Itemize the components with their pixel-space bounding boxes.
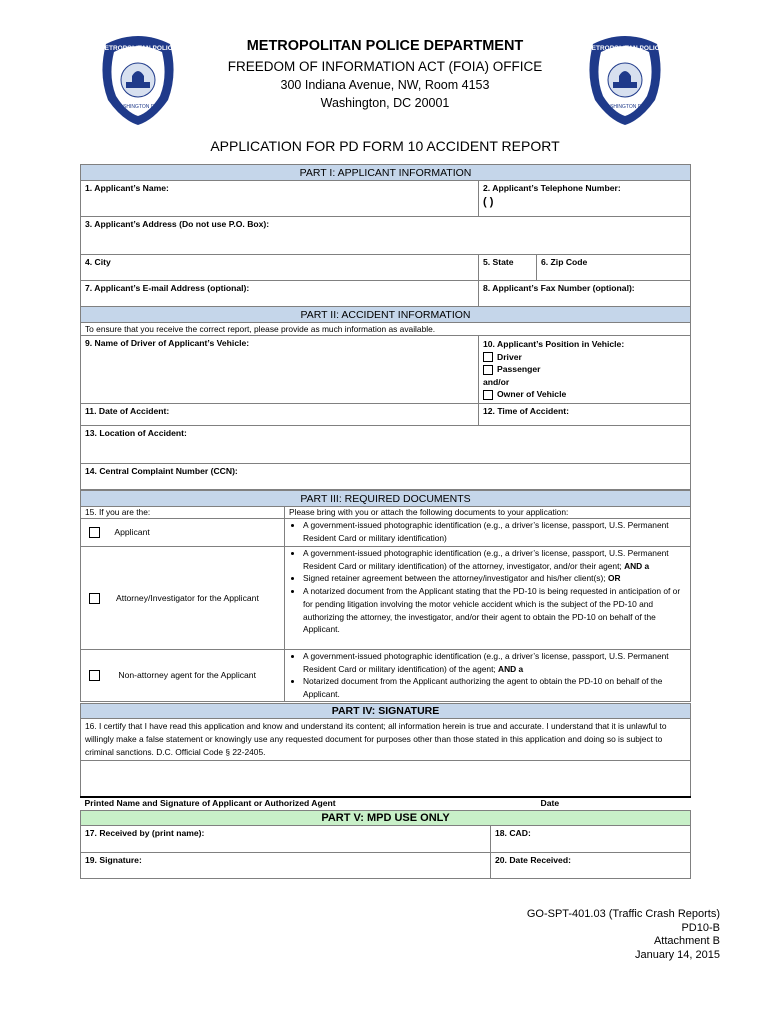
form-part-4 xyxy=(80,703,691,809)
required-doc-item: • A notarized document from the Applicant stating that the PD-10 is being requested in anticipation of or for pending litigation involving the motor vehicle accident which is the subject of the PD-10 and authorizing the attorney, the investigator, and/or their agent to obtain the PD-10 on behalf of the Applicant. xyxy=(303,585,686,636)
certification-text: 16. I certify that I have read this application and know and understand its content; all information herein is true and accurate. I understand that it is unlawful to willingly make a false statement or knowingly use any requested document for purposes other than those stated in this application and doing so is subject to criminal sanctions. D.C. Official Code § 22-2405. xyxy=(81,719,691,761)
location-label: 13. Location of Accident: xyxy=(85,427,187,438)
badge-top-text: METROPOLITAN POLICE xyxy=(586,45,664,52)
form-part-5 xyxy=(80,810,691,879)
part1-heading: PART I: APPLICANT INFORMATION xyxy=(81,165,691,181)
received-by-field[interactable] xyxy=(81,826,491,853)
agent-docs-cell xyxy=(285,650,691,702)
signature-area[interactable] xyxy=(81,761,691,797)
fax-field[interactable] xyxy=(479,281,691,307)
footer-line-1: GO-SPT-401.03 (Traffic Crash Reports) xyxy=(526,908,720,920)
part2-instruction: To ensure that you receive the correct report, please provide as much information as available. xyxy=(81,323,691,336)
accident-time-label: 12. Time of Accident: xyxy=(483,405,569,416)
owner-option: Owner of Vehicle xyxy=(497,389,567,399)
applicant-checkbox[interactable] xyxy=(89,527,100,538)
footer-reference xyxy=(505,908,720,962)
cad-label: 18. CAD: xyxy=(495,828,531,838)
badge-top-text: METROPOLITAN POLICE xyxy=(99,45,177,52)
applicant-name-label: 1. Applicant’s Name: xyxy=(85,183,169,193)
attorney-row xyxy=(81,547,285,650)
part5-heading: PART V: MPD USE ONLY xyxy=(81,811,691,826)
email-label: 7. Applicant’s E-mail Address (optional): xyxy=(85,283,250,293)
accident-date-field[interactable] xyxy=(81,403,479,425)
location-field[interactable] xyxy=(81,425,691,463)
required-doc-item: • A government-issued photographic identification (e.g., a driver’s license, passport, U.S. Permanent Resident Card or military identification) of the agent; AND a xyxy=(303,650,686,675)
office-name: FREEDOM OF INFORMATION ACT (FOIA) OFFICE xyxy=(227,59,543,74)
signature-date-label: Date xyxy=(491,797,691,809)
agent-checkbox[interactable] xyxy=(89,670,100,681)
applicant-row xyxy=(81,519,285,547)
required-doc-item: • A government-issued photographic identification (e.g., a driver’s license, passport, U.S. Permanent Resident Card or military identification) of the attorney, investigator, and/or their agent; AND a xyxy=(303,547,686,572)
passenger-option: Passenger xyxy=(497,364,541,374)
mpd-badge-right xyxy=(583,30,667,126)
accident-time-field[interactable] xyxy=(479,403,691,425)
phone-field[interactable] xyxy=(479,181,691,217)
accident-date-label: 11. Date of Accident: xyxy=(85,405,170,416)
ccn-field[interactable] xyxy=(81,463,691,489)
driver-name-label: 9. Name of Driver of Applicant’s Vehicle: xyxy=(85,338,250,348)
ccn-label: 14. Central Complaint Number (CCN): xyxy=(85,465,238,476)
address-field[interactable] xyxy=(81,217,691,255)
applicant-docs-cell xyxy=(285,519,691,547)
agent-row xyxy=(81,650,285,702)
footer-line-4: January 14, 2015 xyxy=(634,948,720,961)
received-by-label: 17. Received by (print name): xyxy=(85,828,205,838)
attorney-option-label: Attorney/Investigator for the Applicant xyxy=(116,593,259,603)
footer-line-3: Attachment B xyxy=(653,935,720,947)
part3-col1-header: 15. If you are the: xyxy=(81,507,285,519)
and-or-label: and/or xyxy=(483,376,510,387)
email-field[interactable] xyxy=(81,281,479,307)
department-name: METROPOLITAN POLICE DEPARTMENT xyxy=(246,38,524,54)
part2-heading: PART II: ACCIDENT INFORMATION xyxy=(81,307,691,323)
form-parts-1-2 xyxy=(80,164,691,490)
position-field xyxy=(479,336,691,404)
mpd-badge-left xyxy=(96,30,180,126)
address-label: 3. Applicant’s Address (Do not use P.O. Box): xyxy=(85,219,270,229)
agent-option-label: Non-attorney agent for the Applicant xyxy=(118,669,256,680)
part3-col2-header: Please bring with you or attach the following documents to your application: xyxy=(285,507,691,519)
phone-label: 2. Applicant’s Telephone Number: xyxy=(483,183,621,193)
owner-checkbox[interactable] xyxy=(483,390,493,400)
attorney-docs-cell xyxy=(285,547,691,650)
driver-checkbox[interactable] xyxy=(483,352,493,362)
state-field[interactable] xyxy=(479,255,537,281)
required-doc-item: • Signed retainer agreement between the attorney/investigator and his/her client(s); OR xyxy=(303,572,686,585)
badge-bottom-text: WASHINGTON D.C. xyxy=(115,104,161,110)
city-label: 4. City xyxy=(85,257,111,267)
form-part-3 xyxy=(80,490,691,702)
state-label: 5. State xyxy=(483,257,514,267)
address-line-2: Washington, DC 20001 xyxy=(320,96,450,110)
mpd-signature-field[interactable] xyxy=(81,853,491,879)
date-received-label: 20. Date Received: xyxy=(495,855,571,865)
cad-field[interactable] xyxy=(491,826,691,853)
address-line-1: 300 Indiana Avenue, NW, Room 4153 xyxy=(280,78,490,92)
zip-field[interactable] xyxy=(537,255,691,281)
required-doc-item: • A government-issued photographic identification (e.g., a driver’s license, passport, U.S. Permanent Resident Card or military identification) xyxy=(303,519,686,544)
applicant-docs-list xyxy=(291,519,686,544)
driver-option: Driver xyxy=(497,351,522,362)
driver-name-field[interactable] xyxy=(81,336,479,404)
phone-area-code: ( ) xyxy=(483,196,494,208)
passenger-checkbox[interactable] xyxy=(483,365,493,375)
applicant-option-label: Applicant xyxy=(114,526,150,537)
badge-bottom-text: WASHINGTON D.C. xyxy=(602,104,648,110)
attorney-docs-list xyxy=(291,547,686,636)
applicant-name-field[interactable] xyxy=(81,181,479,217)
part3-heading: PART III: REQUIRED DOCUMENTS xyxy=(81,491,691,507)
position-label: 10. Applicant’s Position in Vehicle: xyxy=(483,339,625,349)
fax-label: 8. Applicant’s Fax Number (optional): xyxy=(483,283,635,293)
form-title: APPLICATION FOR PD FORM 10 ACCIDENT REPORT xyxy=(210,138,560,154)
footer-line-2: PD10-B xyxy=(681,921,720,934)
printed-name-label: Printed Name and Signature of Applicant or Authorized Agent xyxy=(81,797,491,809)
city-field[interactable] xyxy=(81,255,479,281)
zip-label: 6. Zip Code xyxy=(541,257,588,267)
attorney-checkbox[interactable] xyxy=(89,593,100,604)
date-received-field[interactable] xyxy=(491,853,691,879)
part4-heading: PART IV: SIGNATURE xyxy=(81,704,691,719)
required-doc-item: • Notarized document from the Applicant authorizing the agent to obtain the PD-10 on behalf of the Applicant. xyxy=(303,675,686,700)
mpd-signature-label: 19. Signature: xyxy=(85,855,142,865)
agent-docs-list xyxy=(291,650,686,701)
